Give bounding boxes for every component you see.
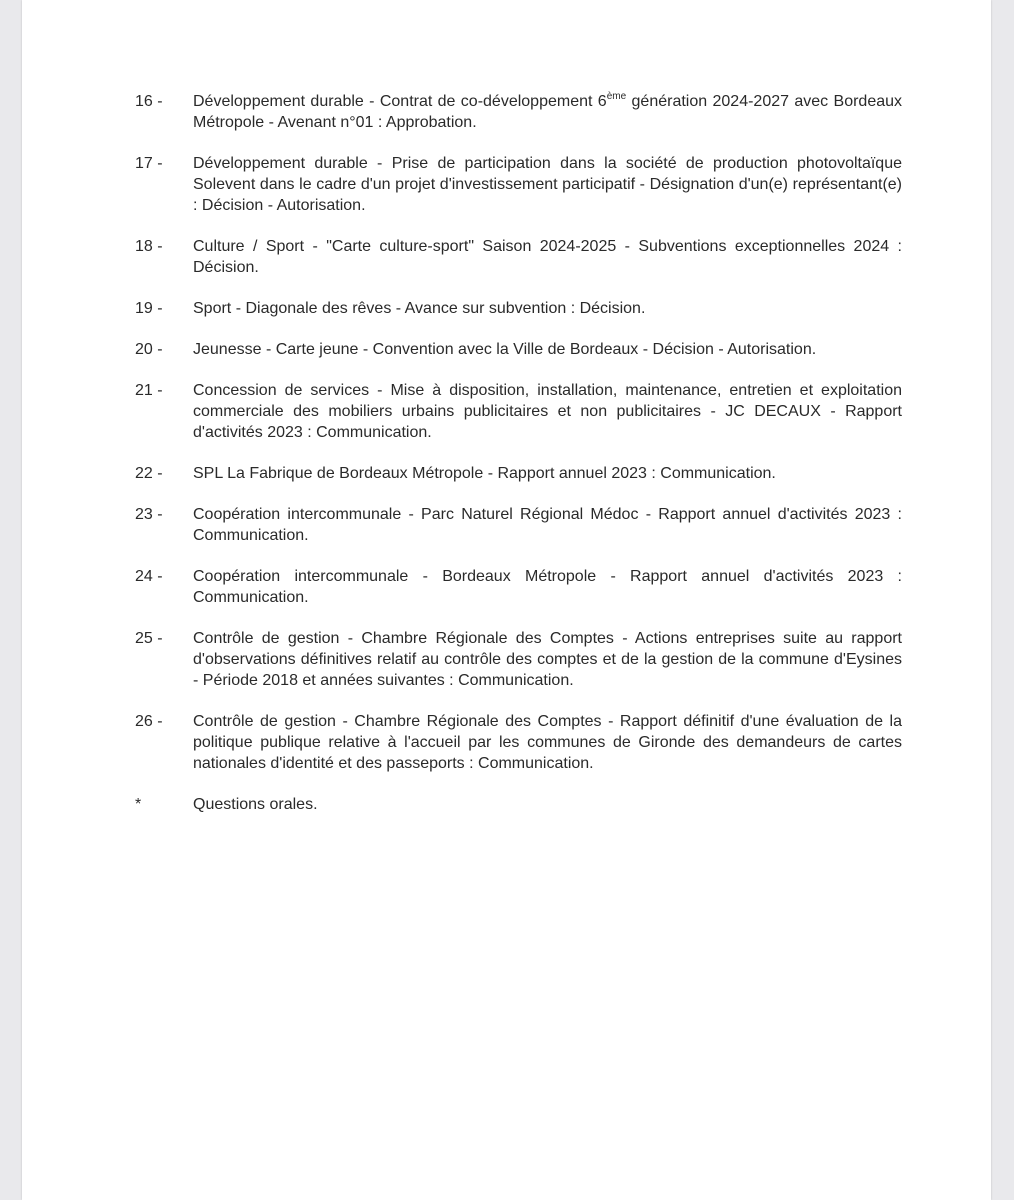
agenda-item-18: [135, 236, 902, 278]
agenda-item-number: 25 -: [135, 630, 163, 647]
agenda-item-text: Culture / Sport - "Carte culture-sport" Saison 2024-2025 - Subventions exceptionnelles 2024 : Décision.: [193, 238, 902, 276]
agenda-item-16: [135, 91, 902, 133]
agenda-item-text: Contrôle de gestion - Chambre Régionale des Comptes - Actions entreprises suite au rapport d'observations définitives relatif au contrôle des comptes et de la gestion de la commune d'Eysines - Période 2018 et années suivantes : Communication.: [193, 630, 902, 689]
agenda-item-bullet: *: [135, 796, 142, 813]
agenda-item-text: Développement durable - Prise de participation dans la société de production photovoltaïque Solevent dans le cadre d'un projet d'investissement participatif - Désignation d'un(e) représentant(e) : Décision - Autorisation.: [193, 155, 902, 214]
document-page: [22, 0, 991, 1200]
agenda-item-number: 17 -: [135, 155, 163, 172]
agenda-item-21: [135, 380, 902, 443]
agenda-item-22: [135, 463, 902, 484]
agenda-item-number: 20 -: [135, 341, 163, 358]
agenda-item-text: Concession de services - Mise à disposition, installation, maintenance, entretien et exploitation commerciale des mobiliers urbains publicitaires et non publicitaires - JC DECAUX - Rapport d'activités 2023 : Communication.: [193, 382, 902, 441]
agenda-item-25: [135, 628, 902, 691]
agenda-item-text: Développement durable - Contrat de co-développement 6ème génération 2024-2027 avec Bordeaux Métropole - Avenant n°01 : Approbation.: [193, 91, 903, 131]
agenda-item-text: Jeunesse - Carte jeune - Convention avec la Ville de Bordeaux - Décision - Autorisation.: [193, 341, 817, 358]
agenda-item-oral-questions: [135, 794, 902, 815]
agenda-item-20: [135, 339, 902, 360]
agenda-item-number: 19 -: [135, 300, 163, 317]
agenda-item-17: [135, 153, 902, 216]
agenda-list: [135, 91, 902, 835]
agenda-item-text: Coopération intercommunale - Parc Naturel Régional Médoc - Rapport annuel d'activités 2023 : Communication.: [193, 506, 902, 544]
agenda-item-number: 24 -: [135, 568, 163, 585]
agenda-item-text: Contrôle de gestion - Chambre Régionale des Comptes - Rapport définitif d'une évaluation de la politique publique relative à l'accueil par les communes de Gironde des demandeurs de cartes nationales d'identité et des passeports : Communication.: [193, 713, 902, 772]
agenda-item-number: 26 -: [135, 713, 163, 730]
agenda-item-26: [135, 711, 902, 774]
agenda-item-24: [135, 566, 902, 608]
agenda-item-text: SPL La Fabrique de Bordeaux Métropole - Rapport annuel 2023 : Communication.: [193, 465, 776, 482]
agenda-item-text: Sport - Diagonale des rêves - Avance sur subvention : Décision.: [193, 300, 646, 317]
agenda-item-number: 21 -: [135, 382, 163, 399]
agenda-item-text: Coopération intercommunale - Bordeaux Métropole - Rapport annuel d'activités 2023 : Communication.: [193, 568, 902, 606]
agenda-item-23: [135, 504, 902, 546]
agenda-item-text: Questions orales.: [193, 796, 318, 813]
agenda-item-number: 16 -: [135, 93, 163, 110]
agenda-item-number: 22 -: [135, 465, 163, 482]
agenda-item-number: 23 -: [135, 506, 163, 523]
agenda-item-19: [135, 298, 902, 319]
superscript: ème: [606, 91, 627, 102]
agenda-item-number: 18 -: [135, 238, 163, 255]
